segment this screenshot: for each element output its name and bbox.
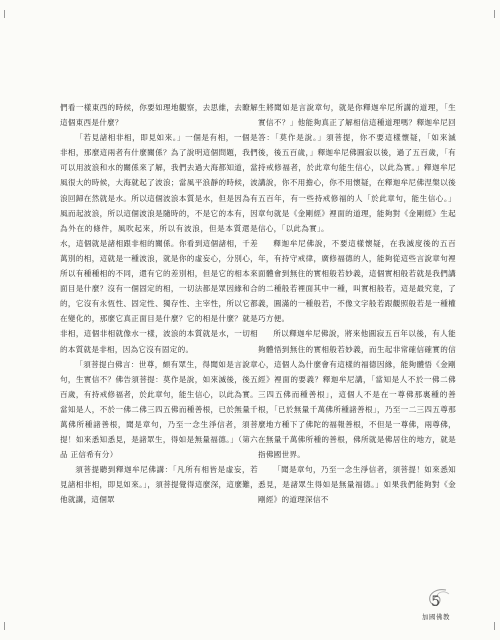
left-paragraph-3: 「須菩提白佛言：世尊，頗有眾生，得聞如是言說章句，生實信不？佛告須菩提：莫作是說，如來滅後，後五百歲，有持戒修福者，於此章句，能生信心，以此為實。當知是人，不於一佛二佛三四五佛而種善根，已於無量千萬佛所種諸善根，聞是章句，乃至一念生淨信者，須菩提！如來悉知悉見，是諸眾生，得如是無量福德。」（第六品 正信希有分） (60, 359, 258, 460)
magazine-name: 加國佛教 (422, 613, 450, 621)
page-footer (394, 586, 454, 626)
crop-mark-bottom-right (494, 622, 495, 630)
crop-mark-bottom-left (4, 622, 5, 630)
crop-mark-top-right (494, 10, 495, 18)
left-paragraph-2: 「若見諸相非相，即見如來。」一個是有相，一個是非相，那麼這兩者有什麼關係？為了說明這個問題，我們可以用波浪和水的關係來了解，我們去過大海都知道，當風很大的時候，大海就起了波浪；當風平浪靜的時候，波浪回歸在然就是水。所以這個波浪本質是水，但是因為有風而起波浪，所以這個波浪是隨時的，不是它的本有，因為外在的條件，風吹起來，所以有波浪，但是本質還是水，這個就是諸相跟非相的關係。你看到這個諸相，千差萬別的相，這就是一種波浪，就是你的虛妄心，分別心，所以有種種相的不同，還有它的差別相，但是它的相本來面目是什麼？沒有一個固定的相，一切法都是眾因緣和合的，它沒有永恆性、固定性、獨存性、主宰性，所以它都在變化的，那麼它真正面目是什麼？它的相是什麼？就是非相，這個非相就像水一樣，波浪的本質就是水，一切相的本質就是非相，因為它沒有固定的。 (60, 133, 258, 354)
right-paragraph-2: 釋迦牟尼佛說，不要這樣懷疑，在我滅度後的五百年，有持守戒律，廣修福德的人，能夠從這些言說章句裡面體會到無住的實相般若妙義，這個實相般若就是我們講的二種般若裡面其中一種，叫實相般若，這是最究竟，了義，圓滿的一種般若，不像文字般若跟觀照般若是一種權巧方便。 (258, 238, 456, 324)
right-paragraph-1: 生將聞如是言說章句，就是你釋迦牟尼所講的道理，「生實信不？」他能夠真正了解相信這種道理嗎？釋迦牟尼回答：「莫作是說。」須菩提，你不要這樣懷疑，「如來滅後，後五百歲，」釋迦牟尼佛圓寂以後，過了五百歲，「有持戒修福者，於此章句能生信心，以此為實。」釋迦牟尼講說，你不用擔心，你不用懷疑，在釋迦牟尼佛涅槃以後五百年，有一些持戒修福的人「於此章句，能生信心。」章句就是《金剛經》裡面的道理，能夠對《金剛經》生起信心，「以此為實」。 (258, 103, 456, 233)
crop-mark-top-left (4, 10, 5, 18)
right-paragraph-3: 所以釋迦牟尼佛說，將來他圓寂五百年以後，有人能夠體悟到無住的實相般若妙義，而生起非常確信確實的信心，這個人為什麼會有這樣的福德因緣，能夠體悟《金剛經》裡面的要義？釋迦牟尼講，「當知是人不於一佛二佛三四五佛而種善根」，這個人不是在一尊佛那裏種的善根，「已於無量千萬佛所種諸善根」，乃至一二三四五尊那麼地方種下了佛陀的福報善根，不但是一尊佛，兩尊佛，在無量千萬佛所種的善根，佛所就是佛居住的地方，就是指佛國世界。 (258, 329, 456, 460)
left-paragraph-4: 須菩提聽到釋迦牟尼佛講：「凡所有相皆是虛妄，若見諸相非相，即見如來。」，須菩提覺得這麼深，這麼難，他就講，這個眾 (60, 465, 258, 505)
left-paragraph-1: 們看一樣東西的時候，你要如理地觀察，去思維，去瞭解這個東西是什麼？ (60, 103, 258, 128)
left-column (60, 100, 258, 508)
right-column (258, 100, 456, 508)
right-paragraph-4: 「聞是章句，乃至一念生淨信者，須菩提！如來悉知悉見，是諸眾生得如是無量福德。」如果我們能夠對《金剛經》的道理深信不 (258, 465, 456, 505)
page-number: 5 (431, 594, 440, 610)
